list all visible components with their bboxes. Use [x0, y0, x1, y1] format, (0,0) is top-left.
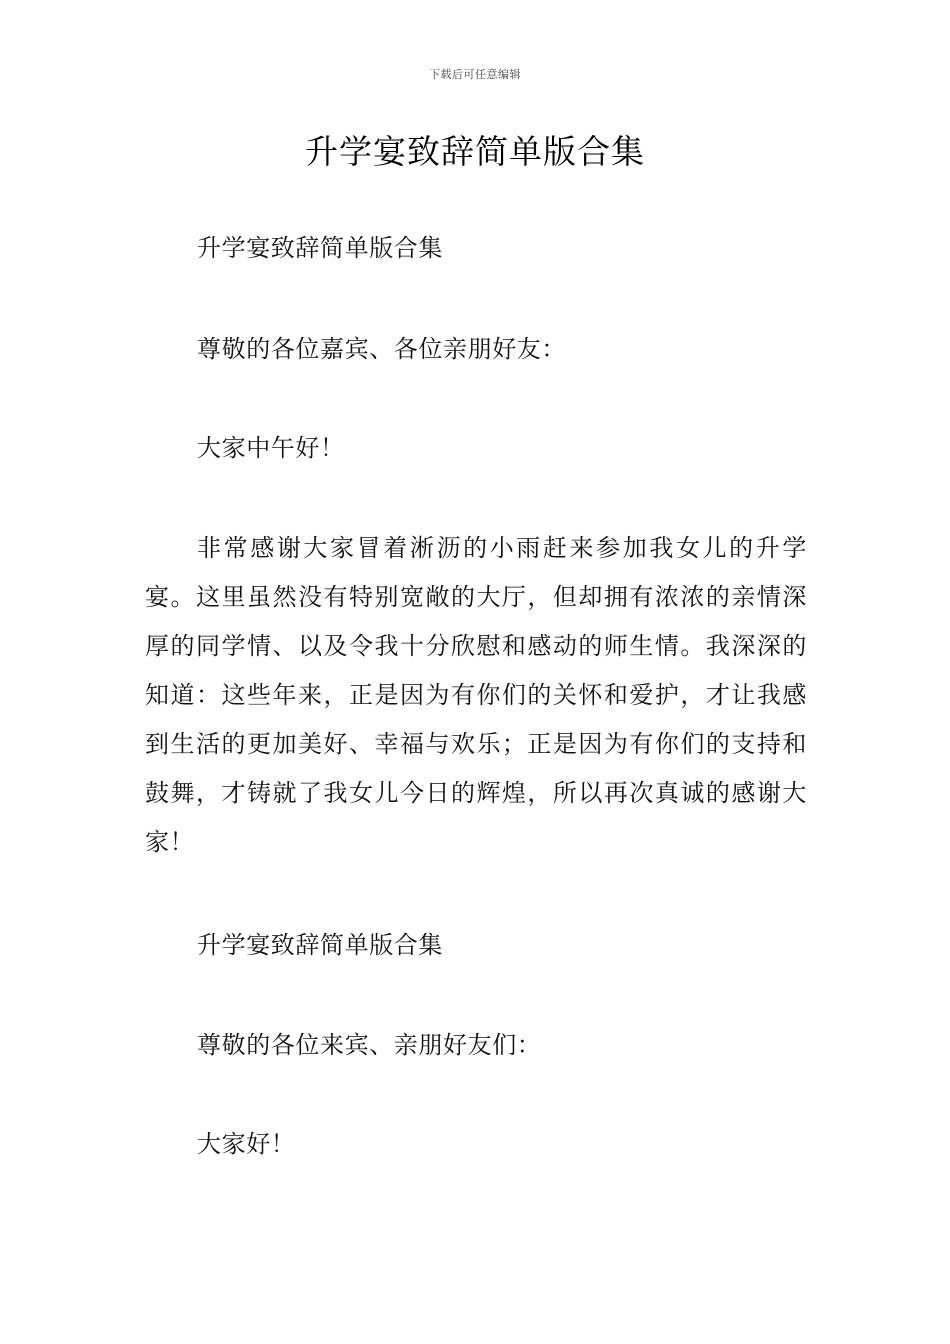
- paragraph-greeting-2: 大家好！: [197, 1130, 296, 1158]
- paragraph-greeting: 大家中午好！: [197, 434, 345, 462]
- header-note: 下载后可任意编辑: [429, 68, 521, 81]
- paragraph-salutation: 尊敬的各位嘉宾、各位亲朋好友：: [197, 335, 566, 363]
- paragraph-main-body: 非常感谢大家冒着淅沥的小雨赶来参加我女儿的升学宴。这里虽然没有特别宽敞的大厅，但却拥有浓浓的亲情深厚的同学情、以及令我十分欣慰和感动的师生情。我深深的知道：这些年来，正是因为有你们的关怀和爱护，才让我感到生活的更加美好、幸福与欢乐；正是因为有你们的支持和鼓舞，才铸就了我女儿今日的辉煌，所以再次真诚的感谢大家！: [145, 534, 807, 856]
- paragraph-subtitle-2: 升学宴致辞简单版合集: [197, 931, 443, 959]
- paragraph-salutation-2: 尊敬的各位来宾、亲朋好友们：: [197, 1031, 542, 1059]
- document-title: 升学宴致辞简单版合集: [305, 132, 645, 171]
- paragraph-subtitle: 升学宴致辞简单版合集: [197, 234, 443, 262]
